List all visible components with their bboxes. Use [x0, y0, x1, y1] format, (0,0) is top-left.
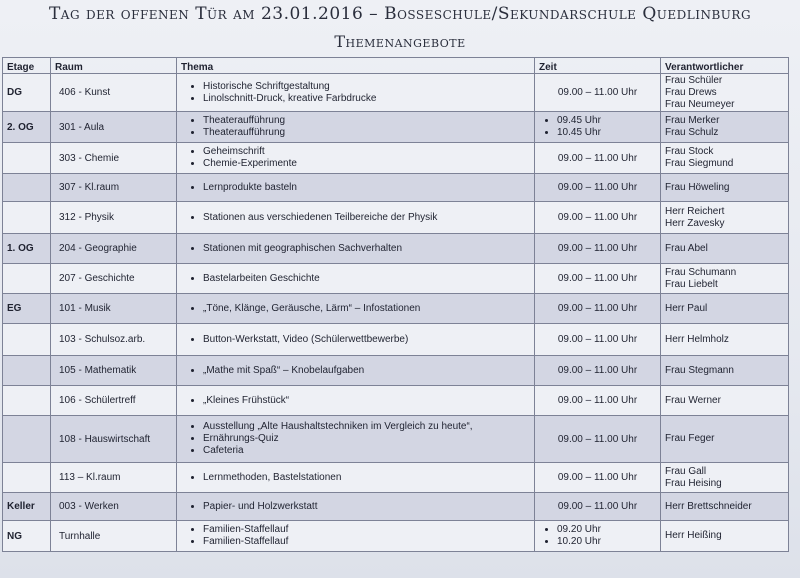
- cell-verantwortlicher: [661, 356, 789, 386]
- zeit-text: 09.00 – 11.00 Uhr: [557, 472, 638, 483]
- person-name: Frau Feger: [665, 433, 715, 444]
- cell-verantwortlicher: [661, 386, 789, 416]
- cell-verantwortlicher: [661, 234, 789, 264]
- cell-raum: 303 - Chemie: [51, 143, 177, 174]
- table-header-row: [3, 58, 789, 74]
- cell-thema: [177, 493, 535, 521]
- cell-zeit: [535, 143, 661, 174]
- person-name: Frau Stock: [665, 146, 714, 157]
- thema-item: • Bastelarbeiten Geschichte: [203, 273, 530, 285]
- thema-item: • Linolschnitt-Druck, kreative Farbdrucke: [203, 93, 530, 105]
- cell-thema: [177, 324, 535, 356]
- cell-zeit: [535, 294, 661, 324]
- thema-item: • Ernährungs-Quiz: [203, 433, 530, 445]
- thema-item: • Familien-Staffellauf: [203, 524, 530, 536]
- zeit-text: 09.00 – 11.00 Uhr: [557, 152, 638, 164]
- thema-item: • Chemie-Experimente: [203, 158, 530, 170]
- thema-list: [181, 524, 530, 548]
- cell-raum: 103 - Schulsoz.arb.: [51, 324, 177, 356]
- cell-verantwortlicher: [661, 521, 789, 552]
- cell-zeit: [535, 264, 661, 294]
- cell-zeit: [535, 234, 661, 264]
- thema-item: • Stationen mit geographischen Sachverhalten: [203, 243, 530, 255]
- cell-verantwortlicher: [661, 174, 789, 202]
- cell-raum: 108 - Hauswirtschaft: [51, 416, 177, 463]
- cell-verantwortlicher: [661, 202, 789, 234]
- person-name: Frau Abel: [665, 242, 708, 254]
- cell-etage: NG: [3, 521, 51, 552]
- person-name: Frau Schüler: [665, 74, 723, 86]
- cell-thema: [177, 202, 535, 234]
- cell-verantwortlicher: [661, 416, 789, 463]
- table-row: [3, 324, 789, 356]
- thema-list: [181, 365, 530, 377]
- cell-verantwortlicher: [661, 463, 789, 493]
- cell-thema: [177, 143, 535, 174]
- cell-thema: [177, 112, 535, 143]
- table-row: [3, 202, 789, 234]
- thema-list: [181, 303, 530, 315]
- cell-raum: 101 - Musik: [51, 294, 177, 324]
- cell-raum: 301 - Aula: [51, 112, 177, 143]
- cell-etage: 1. OG: [3, 234, 51, 264]
- zeit-text: 09.00 – 11.00 Uhr: [557, 243, 638, 254]
- cell-verantwortlicher: [661, 112, 789, 143]
- thema-item: • Ausstellung „Alte Haushaltstechniken im Vergleich zu heute“,: [203, 421, 530, 433]
- cell-etage: [3, 386, 51, 416]
- thema-item: • Theateraufführung: [203, 115, 530, 127]
- zeit-item: • 10.45 Uhr: [557, 127, 656, 139]
- cell-etage: [3, 174, 51, 202]
- cell-etage: [3, 356, 51, 386]
- table-row: [3, 174, 789, 202]
- cell-verantwortlicher: [661, 294, 789, 324]
- cell-thema: [177, 174, 535, 202]
- cell-verantwortlicher: [661, 493, 789, 521]
- person-name: Frau Liebelt: [665, 278, 718, 290]
- cell-thema: [177, 264, 535, 294]
- table-row: [3, 234, 789, 264]
- person-name: Herr Zavesky: [665, 217, 725, 229]
- cell-etage: 2. OG: [3, 112, 51, 143]
- cell-zeit: [535, 112, 661, 143]
- thema-item: • Stationen aus verschiedenen Teilbereiche der Physik: [203, 212, 530, 224]
- cell-zeit: [535, 74, 661, 112]
- person-name: Frau Höweling: [665, 181, 730, 193]
- cell-etage: Keller: [3, 493, 51, 521]
- column-header-zeit: Zeit: [535, 58, 661, 74]
- thema-item: • Familien-Staffellauf: [203, 536, 530, 548]
- cell-zeit: [535, 324, 661, 356]
- zeit-text: 09.00 – 11.00 Uhr: [557, 212, 638, 223]
- cell-thema: [177, 416, 535, 463]
- cell-etage: [3, 324, 51, 356]
- column-header-thema: Thema: [177, 58, 535, 74]
- thema-list: [181, 146, 530, 170]
- zeit-list: [539, 524, 656, 548]
- column-header-raum: Raum: [51, 58, 177, 74]
- person-name: Frau Heising: [665, 477, 722, 489]
- cell-etage: [3, 416, 51, 463]
- page-title: Tag der offenen Tür am 23.01.2016 – Bosseschule/Sekundarschule Quedlinburg: [48, 4, 752, 24]
- table-row: [3, 264, 789, 294]
- person-name: Frau Schumann: [665, 266, 737, 278]
- thema-item: • Papier- und Holzwerkstatt: [203, 501, 530, 513]
- table-row: [3, 521, 789, 552]
- cell-zeit: [535, 521, 661, 552]
- table-row: [3, 294, 789, 324]
- cell-etage: [3, 264, 51, 294]
- person-name: Frau Siegmund: [665, 158, 734, 169]
- zeit-text: 09.00 – 11.00 Uhr: [557, 365, 638, 376]
- cell-zeit: [535, 463, 661, 493]
- thema-item: • „Kleines Frühstück“: [203, 395, 530, 407]
- cell-etage: [3, 463, 51, 493]
- cell-zeit: [535, 174, 661, 202]
- table-body: [3, 74, 789, 552]
- cell-raum: 003 - Werken: [51, 493, 177, 521]
- cell-thema: [177, 294, 535, 324]
- person-name: Herr Reichert: [665, 205, 725, 217]
- person-name: Frau Werner: [665, 394, 721, 406]
- thema-list: [181, 212, 530, 224]
- thema-list: [181, 334, 530, 346]
- zeit-text: 09.00 – 11.00 Uhr: [557, 273, 638, 284]
- table-row: [3, 356, 789, 386]
- column-header-etage: Etage: [3, 58, 51, 74]
- person-name: Frau Merker: [665, 115, 720, 126]
- table-row: [3, 493, 789, 521]
- table-row: [3, 74, 789, 112]
- thema-item: • Button-Werkstatt, Video (Schülerwettbewerbe): [203, 334, 530, 346]
- cell-etage: [3, 143, 51, 174]
- person-name: Frau Neumeyer: [665, 98, 735, 110]
- thema-list: [181, 472, 530, 484]
- table-row: [3, 143, 789, 174]
- zeit-text: 09.00 – 11.00 Uhr: [557, 182, 638, 193]
- cell-verantwortlicher: [661, 74, 789, 112]
- cell-zeit: [535, 202, 661, 234]
- zeit-item: • 09.20 Uhr: [557, 524, 656, 536]
- cell-raum: 312 - Physik: [51, 202, 177, 234]
- cell-raum: Turnhalle: [51, 521, 177, 552]
- cell-raum: 207 - Geschichte: [51, 264, 177, 294]
- person-name: Frau Schulz: [665, 127, 719, 138]
- cell-raum: 106 - Schülertreff: [51, 386, 177, 416]
- zeit-text: 09.00 – 11.00 Uhr: [557, 334, 638, 345]
- thema-list: [181, 273, 530, 285]
- cell-zeit: [535, 386, 661, 416]
- thema-item: • Lernmethoden, Bastelstationen: [203, 472, 530, 484]
- table-row: [3, 416, 789, 463]
- person-name: Frau Drews: [665, 86, 717, 98]
- cell-zeit: [535, 356, 661, 386]
- thema-list: [181, 243, 530, 255]
- zeit-list: [539, 115, 656, 139]
- person-name: Frau Gall: [665, 465, 707, 477]
- cell-thema: [177, 463, 535, 493]
- cell-zeit: [535, 493, 661, 521]
- zeit-text: 09.00 – 11.00 Uhr: [557, 501, 638, 512]
- thema-list: [181, 182, 530, 194]
- thema-item: • Theateraufführung: [203, 127, 530, 139]
- thema-item: • Geheimschrift: [203, 146, 530, 158]
- person-name: Herr Brettschneider: [665, 500, 752, 512]
- cell-raum: 406 - Kunst: [51, 74, 177, 112]
- zeit-text: 09.00 – 11.00 Uhr: [557, 433, 638, 445]
- cell-thema: [177, 386, 535, 416]
- zeit-text: 09.00 – 11.00 Uhr: [557, 395, 638, 406]
- cell-zeit: [535, 416, 661, 463]
- zeit-item: • 10.20 Uhr: [557, 536, 656, 548]
- cell-thema: [177, 74, 535, 112]
- zeit-text: 09.00 – 11.00 Uhr: [557, 303, 638, 314]
- zeit-item: • 09.45 Uhr: [557, 115, 656, 127]
- thema-list: [181, 501, 530, 513]
- table-row: [3, 112, 789, 143]
- cell-etage: [3, 202, 51, 234]
- cell-raum: 113 – Kl.raum: [51, 463, 177, 493]
- thema-item: • Cafeteria: [203, 445, 530, 457]
- column-header-verantwortlicher: Verantwortlicher: [661, 58, 789, 74]
- person-name: Herr Paul: [665, 302, 708, 314]
- thema-item: • „Mathe mit Spaß“ – Knobelaufgaben: [203, 365, 530, 377]
- cell-etage: DG: [3, 74, 51, 112]
- cell-thema: [177, 521, 535, 552]
- thema-list: [181, 81, 530, 105]
- cell-verantwortlicher: [661, 143, 789, 174]
- thema-list: [181, 395, 530, 407]
- thema-list: [181, 115, 530, 139]
- cell-verantwortlicher: [661, 264, 789, 294]
- thema-list: [181, 421, 530, 457]
- table-row: [3, 463, 789, 493]
- table-row: [3, 386, 789, 416]
- cell-thema: [177, 356, 535, 386]
- zeit-text: 09.00 – 11.00 Uhr: [557, 87, 638, 98]
- person-name: Herr Heißing: [665, 530, 722, 541]
- cell-raum: 307 - Kl.raum: [51, 174, 177, 202]
- cell-raum: 105 - Mathematik: [51, 356, 177, 386]
- schedule-table: [2, 57, 789, 552]
- page-subtitle: Themenangebote: [334, 32, 466, 51]
- person-name: Herr Helmholz: [665, 333, 729, 345]
- thema-item: • Lernprodukte basteln: [203, 182, 530, 194]
- cell-thema: [177, 234, 535, 264]
- cell-verantwortlicher: [661, 324, 789, 356]
- thema-item: • Historische Schriftgestaltung: [203, 81, 530, 93]
- person-name: Frau Stegmann: [665, 364, 734, 376]
- cell-etage: EG: [3, 294, 51, 324]
- cell-raum: 204 - Geographie: [51, 234, 177, 264]
- thema-item: • „Töne, Klänge, Geräusche, Lärm“ – Infostationen: [203, 303, 530, 315]
